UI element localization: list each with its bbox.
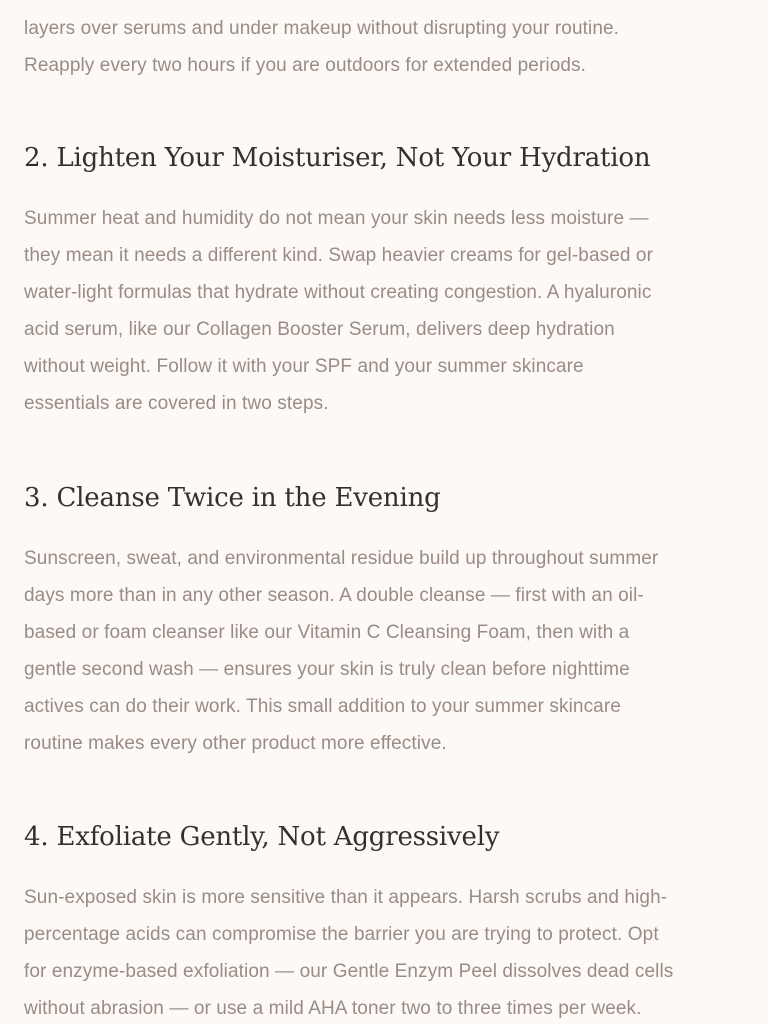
- paragraph-line: layers over serums and under makeup without disrupting your routine.: [24, 18, 620, 39]
- paragraph-line: routine makes every other product more effective.: [24, 733, 447, 754]
- paragraph-cleanse: [24, 540, 658, 762]
- paragraph-line: without weight. Follow it with your SPF and your summer skincare: [24, 356, 584, 377]
- section-heading-moisturiser: 2. Lighten Your Moisturiser, Not Your Hydration: [24, 143, 651, 173]
- paragraph-line: Reapply every two hours if you are outdoors for extended periods.: [24, 55, 587, 76]
- paragraph-line: days more than in any other season. A double cleanse — first with an oil-: [24, 585, 644, 606]
- paragraph-line: water-light formulas that hydrate without creating congestion. A hyaluronic: [24, 282, 652, 303]
- paragraph-exfoliate: [24, 879, 673, 1024]
- paragraph-line: actives can do their work. This small addition to your summer skincare: [24, 696, 621, 717]
- paragraph-line: acid serum, like our Collagen Booster Serum, delivers deep hydration: [24, 319, 615, 340]
- paragraph-line: gentle second wash — ensures your skin is truly clean before nighttime: [24, 659, 630, 680]
- paragraph-line: Summer heat and humidity do not mean your skin needs less moisture —: [24, 208, 649, 229]
- paragraph-line: percentage acids can compromise the barrier you are trying to protect. Opt: [24, 924, 659, 945]
- section-heading-exfoliate: 4. Exfoliate Gently, Not Aggressively: [24, 822, 500, 852]
- paragraph-line: for enzyme-based exfoliation — our Gentle Enzym Peel dissolves dead cells: [24, 961, 674, 982]
- paragraph-line: they mean it needs a different kind. Swap heavier creams for gel-based or: [24, 245, 654, 266]
- paragraph-line: Sun-exposed skin is more sensitive than it appears. Harsh scrubs and high-: [24, 887, 668, 908]
- paragraph-line: essentials are covered in two steps.: [24, 393, 329, 414]
- paragraph-line: based or foam cleanser like our Vitamin C Cleansing Foam, then with a: [24, 622, 630, 643]
- paragraph-line: without abrasion — or use a mild AHA toner two to three times per week.: [24, 998, 642, 1019]
- paragraph-line: Sunscreen, sweat, and environmental residue build up throughout summer: [24, 548, 659, 569]
- section-heading-cleanse: 3. Cleanse Twice in the Evening: [24, 483, 441, 513]
- paragraph-moisturiser: [24, 200, 653, 422]
- paragraph-sunscreen-tail: [24, 10, 619, 84]
